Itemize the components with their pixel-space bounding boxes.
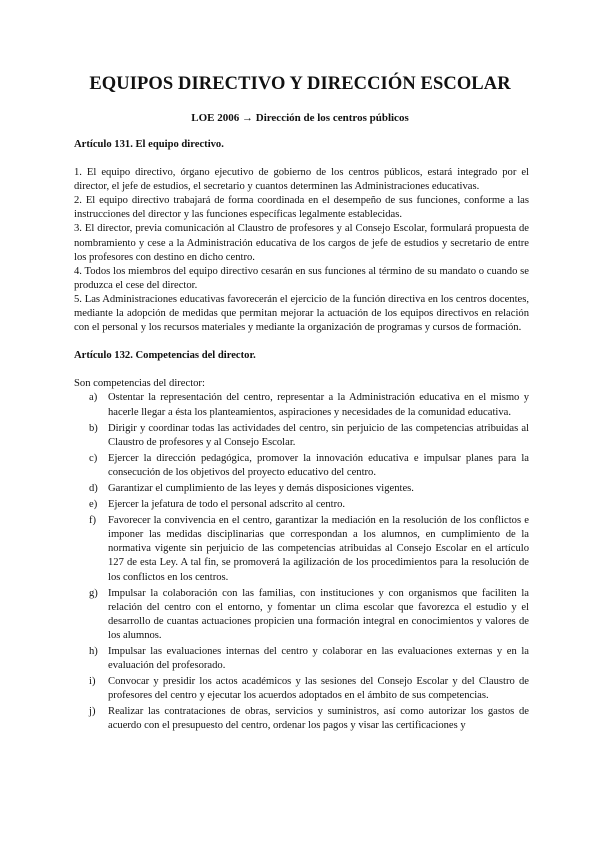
list-item [74,452,529,480]
list-item-letter: a) [89,392,98,404]
list-item [74,675,529,703]
list-item-letter: i) [89,676,96,688]
list-item-text: Impulsar la colaboración con las familias, con instituciones y con organismos que faciliten la relación del centro con el entorno, y fomentar un clima escolar que favorezca el estudio y el desarrollo de cuantas actuaciones propicien una formación integral en conocimientos y valores de los alumnos. [108,587,529,641]
article-131-paragraph-3: 3. El director, previa comunicación al Claustro de profesores y al Consejo Escolar, formulará propuesta de nombramiento y cese a la Administración educativa de los cargos de jefe de estudios y secretario de entre los profesores con destino en dicho centro. [74,223,529,263]
article-131-paragraph-5: 5. Las Administraciones educativas favorecerán el ejercicio de la función directiva en los centros docentes, mediante la adopción de medidas que permitan mejorar la actuación de los equipos directivos en relación con el personal y los recursos materiales y mediante la organización de programas y cursos de formación. [74,293,529,334]
article-131-paragraph-4: 4. Todos los miembros del equipo directivo cesarán en sus funciones al término de su mandato o cuando se produzca el cese del director. [74,265,529,291]
list-item [74,498,529,512]
list-item-text: Ostentar la representación del centro, representar a la Administración educativa en el mismo y hacerle llegar a ésta los planteamientos, aspiraciones y necesidades de la comunidad educativa. [108,392,529,418]
list-item-text: Dirigir y coordinar todas las actividades del centro, sin perjuicio de las competencias atribuidas al Claustro de profesores y al Consejo Escolar. [108,422,529,448]
list-item-text: Garantizar el cumplimiento de las leyes y demás disposiciones vigentes. [108,482,414,494]
list-item-text: Ejercer la dirección pedagógica, promover la innovación educativa e impulsar planes para la consecución de los objetivos del proyecto educativo del centro. [108,452,529,478]
competencies-list [74,391,529,733]
list-item [74,645,529,673]
article-131-paragraph-2: 2. El equipo directivo trabajará de forma coordinada en el desempeño de sus funciones, conforme a las instrucciones del director y las funciones específicas legalmente establecidas. [74,195,529,221]
list-item-letter: c) [89,452,98,464]
list-item-letter: b) [89,422,98,434]
list-item-letter: j) [89,706,96,718]
list-item-letter: d) [89,482,98,494]
list-item-text: Impulsar las evaluaciones internas del centro y colaborar en las evaluaciones externas y en la evaluación del profesorado. [108,646,529,672]
article-132-intro: Son competencias del director: [74,378,205,390]
list-item-letter: e) [89,499,98,511]
list-item [74,422,529,450]
document-subtitle: LOE 2006 → Dirección de los centros públicos [191,112,409,124]
document-title: EQUIPOS DIRECTIVO Y DIRECCIÓN ESCOLAR [89,74,511,94]
article-131-paragraph-1: 1. El equipo directivo, órgano ejecutivo de gobierno de los centros públicos, estará integrado por el director, el jefe de estudios, el secretario y cuantos determinen las Administraciones educativas. [74,167,529,193]
list-item-text: Convocar y presidir los actos académicos y las sesiones del Consejo Escolar y del Claustro de profesores del centro y ejecutar los acuerdos adoptados en el ámbito de sus competencias. [108,676,529,702]
article-131-heading: Artículo 131. El equipo directivo. [74,139,224,150]
list-item [74,705,529,733]
list-item-letter: h) [89,646,98,657]
document-body [74,138,529,736]
list-item-letter: f) [89,515,97,527]
list-item-text: Ejercer la jefatura de todo el personal adscrito al centro. [108,499,346,511]
list-item-letter: g) [89,587,98,599]
list-item [74,482,529,496]
list-item [74,391,529,419]
list-item [74,587,529,643]
article-132-heading: Artículo 132. Competencias del director. [74,350,256,362]
list-item [74,514,529,584]
list-item-text: Favorecer la convivencia en el centro, garantizar la mediación en la resolución de los conflictos e imponer las medidas disciplinarias que correspondan a los alumnos, en cumplimiento de la normativa vigente sin perjuicio de las competencias atribuidas al Consejo Escolar en el artículo 127 de esta Ley. A tal fin, se promoverá la agilización de los procedimientos para la resolución de los conflictos en los centros. [108,515,529,583]
list-item-text: Realizar las contrataciones de obras, servicios y suministros, así como autorizar los gastos de acuerdo con el presupuesto del centro, ordenar los pagos y visar las certificaciones y [108,706,529,732]
